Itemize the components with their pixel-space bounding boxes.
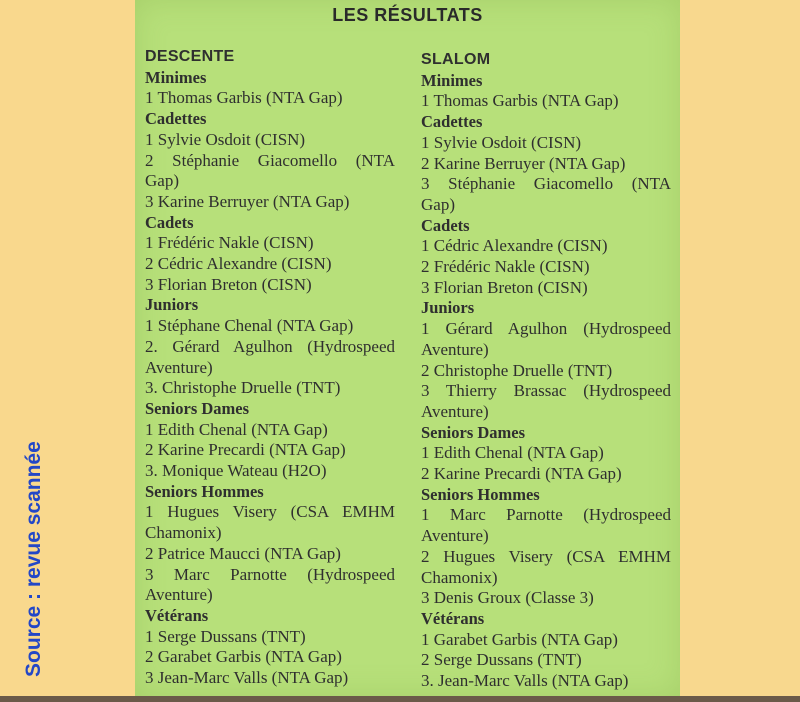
result-line: 1 Marc Parnotte (Hydrospeed	[421, 505, 671, 525]
category-heading: Cadettes	[421, 112, 483, 132]
result-line: Aventure)	[421, 339, 489, 359]
right-margin	[680, 0, 800, 702]
category-heading: Seniors Dames	[145, 398, 250, 418]
result-line: 2 Frédéric Nakle (CISN)	[421, 257, 590, 277]
result-line: 1 Edith Chenal (NTA Gap)	[145, 419, 328, 439]
result-line: 2 Hugues Visery (CSA EMHM	[421, 546, 671, 566]
bottom-edge	[0, 696, 800, 702]
result-line: 3 Stéphanie Giacomello (NTA	[421, 174, 671, 194]
descente-column	[145, 47, 395, 689]
result-line: 3 Thierry Brassac (Hydrospeed	[421, 381, 671, 401]
category-heading: Juniors	[421, 298, 475, 318]
result-line: 1 Garabet Garbis (NTA Gap)	[421, 629, 618, 649]
result-line: Aventure)	[145, 585, 213, 605]
result-line: 3 Marc Parnotte (Hydrospeed	[145, 564, 395, 584]
result-line: 2 Stéphanie Giacomello (NTA	[145, 150, 395, 170]
category-heading: Cadettes	[145, 109, 207, 129]
result-line: 2 Karine Precardi (NTA Gap)	[421, 464, 622, 484]
slalom-column	[421, 50, 671, 692]
left-margin	[0, 0, 135, 702]
result-line: Chamonix)	[421, 567, 498, 587]
result-line: 1 Sylvie Osdoit (CISN)	[145, 129, 306, 149]
category-heading: Minimes	[421, 70, 483, 90]
result-line: 1 Thomas Garbis (NTA Gap)	[145, 88, 343, 108]
descente-results-list	[145, 68, 395, 689]
result-line: 3 Florian Breton (CISN)	[421, 277, 588, 297]
result-line: 3. Christophe Druelle (TNT)	[145, 378, 341, 398]
result-line: 1 Stéphane Chenal (NTA Gap)	[145, 316, 354, 336]
result-line: 1 Thomas Garbis (NTA Gap)	[421, 91, 619, 111]
result-line: 3 Florian Breton (CISN)	[145, 274, 312, 294]
result-line: 1 Cédric Alexandre (CISN)	[421, 236, 608, 256]
category-heading: Minimes	[145, 67, 207, 87]
result-line: 1 Serge Dussans (TNT)	[145, 626, 306, 646]
slalom-results-list	[421, 71, 671, 692]
result-line: 2 Patrice Maucci (NTA Gap)	[145, 543, 341, 563]
results-panel	[135, 0, 680, 696]
category-heading: Juniors	[145, 295, 199, 315]
result-line: 1 Hugues Visery (CSA EMHM	[145, 502, 395, 522]
result-line: 2 Cédric Alexandre (CISN)	[145, 254, 332, 274]
result-line: Aventure)	[145, 357, 213, 377]
result-line: 2 Karine Berruyer (NTA Gap)	[421, 153, 626, 173]
category-heading: Cadets	[145, 212, 194, 232]
result-line: 2 Christophe Druelle (TNT)	[421, 360, 613, 380]
column-heading: DESCENTE	[145, 48, 235, 65]
result-line: Gap)	[145, 171, 179, 191]
page-title: LES RÉSULTATS	[332, 5, 483, 25]
result-line: 2 Karine Precardi (NTA Gap)	[145, 440, 346, 460]
category-heading: Seniors Hommes	[145, 481, 264, 501]
column-heading: SLALOM	[421, 51, 491, 68]
result-line: Gap)	[421, 194, 455, 214]
result-line: 3 Karine Berruyer (NTA Gap)	[145, 191, 350, 211]
result-line: 2. Gérard Agulhon (Hydrospeed	[145, 336, 395, 356]
result-line: 1 Edith Chenal (NTA Gap)	[421, 443, 604, 463]
result-line: 3. Jean-Marc Valls (NTA Gap)	[421, 671, 629, 691]
result-line: 3. Monique Wateau (H2O)	[145, 461, 327, 481]
result-line: 2 Serge Dussans (TNT)	[421, 650, 582, 670]
result-line: 1 Gérard Agulhon (Hydrospeed	[421, 319, 671, 339]
source-label: Source : revue scannée	[22, 441, 45, 677]
result-line: Chamonix)	[145, 523, 222, 543]
result-line: Aventure)	[421, 526, 489, 546]
result-line: 1 Sylvie Osdoit (CISN)	[421, 132, 582, 152]
category-heading: Seniors Hommes	[421, 484, 540, 504]
category-heading: Vétérans	[145, 605, 209, 625]
result-line: 1 Frédéric Nakle (CISN)	[145, 233, 314, 253]
result-line: 3 Jean-Marc Valls (NTA Gap)	[145, 668, 349, 688]
result-line: 3 Denis Groux (Classe 3)	[421, 588, 594, 608]
category-heading: Vétérans	[421, 608, 485, 628]
category-heading: Seniors Dames	[421, 422, 526, 442]
result-line: 2 Garabet Garbis (NTA Gap)	[145, 647, 342, 667]
result-line: Aventure)	[421, 401, 489, 421]
category-heading: Cadets	[421, 215, 470, 235]
